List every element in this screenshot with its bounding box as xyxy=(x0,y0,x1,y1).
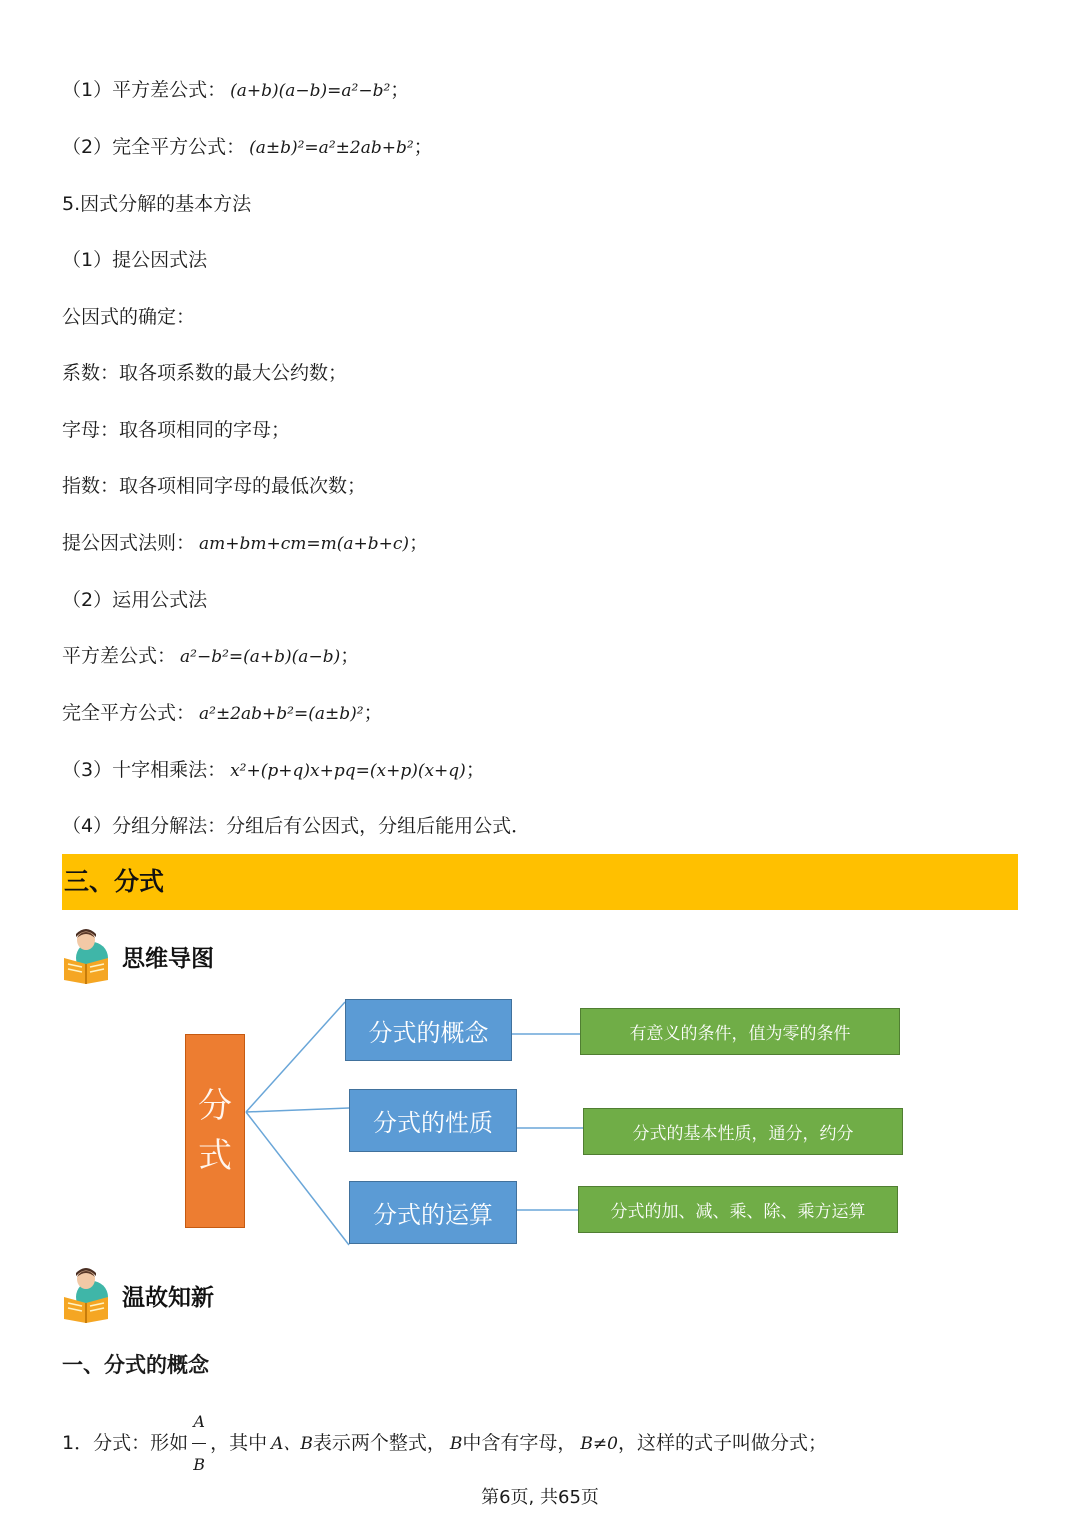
method-formula: （2）运用公式法 xyxy=(62,589,208,611)
mindmap-root xyxy=(185,1034,245,1228)
common-factor-rule xyxy=(62,529,428,558)
section-banner xyxy=(62,854,1018,910)
fraction-bar xyxy=(192,1443,206,1444)
banner-title: 三、分式 xyxy=(64,867,165,896)
line-text: 完全平方公式： xyxy=(62,702,196,724)
leaf-property: 分式的基本性质，通分，约分 xyxy=(583,1108,903,1155)
line-end: ； xyxy=(413,136,433,158)
section-title: 一、分式的概念 xyxy=(62,1353,209,1377)
heading-factorization-methods: 5.因式分解的基本方法 xyxy=(62,193,252,215)
frac-numerator: A xyxy=(193,1412,205,1431)
fraction-a-over-b xyxy=(192,1402,206,1485)
formula-difference-of-squares xyxy=(62,76,409,105)
math-expression: am+bm+cm=m(a+b+c) xyxy=(199,534,410,554)
line-end: ； xyxy=(409,532,429,554)
math-expression: a²±2ab+b²=(a±b)² xyxy=(199,704,364,724)
def-rest3: ，这样的式子叫做分式； xyxy=(617,1432,827,1454)
review-heading xyxy=(62,1267,214,1323)
line-end: ； xyxy=(465,759,485,781)
line-end: ； xyxy=(340,645,360,667)
mindmap-heading-label: 思维导图 xyxy=(122,945,214,972)
method-grouping: （4）分组分解法：分组后有公因式，分组后能用公式． xyxy=(62,815,531,837)
def-prefix: 1．分式：形如 xyxy=(62,1432,189,1454)
student-reading-icon xyxy=(62,1267,110,1323)
line-text: 提公因式法则： xyxy=(62,532,196,554)
leaf-operation: 分式的加、减、乘、除、乘方运算 xyxy=(578,1186,898,1233)
method-cross-multiplication xyxy=(62,756,485,785)
math-expression: (a±b)²=a²±2ab+b² xyxy=(249,138,414,158)
root-char-1: 分 xyxy=(198,1086,232,1126)
mindmap-diagram xyxy=(0,990,1080,1250)
line-end: ； xyxy=(390,79,410,101)
line-text: （2）完全平方公式： xyxy=(62,136,246,158)
math-expression: x²+(p+q)x+pq=(x+p)(x+q) xyxy=(230,761,466,781)
method-common-factor: （1）提公因式法 xyxy=(62,249,208,271)
line-text: （1）平方差公式： xyxy=(62,79,227,101)
branch-property: 分式的性质 xyxy=(349,1089,517,1152)
def-rest2: 中含有字母， xyxy=(462,1432,577,1454)
fraction-definition xyxy=(62,1402,827,1485)
mindmap-heading xyxy=(62,928,214,984)
review-heading-label: 温故知新 xyxy=(122,1284,214,1311)
line-text: 平方差公式： xyxy=(62,645,177,667)
def-condition: B≠0 xyxy=(580,1434,618,1454)
math-expression: (a+b)(a−b)=a²−b² xyxy=(230,81,391,101)
mindmap-connectors xyxy=(0,990,1080,1250)
leaf-concept: 有意义的条件，值为零的条件 xyxy=(580,1008,900,1055)
student-reading-icon xyxy=(62,928,110,984)
def-middle: ，其中 xyxy=(210,1432,268,1454)
common-factor-determination: 公因式的确定： xyxy=(62,306,196,328)
factor-perfect-square xyxy=(62,699,383,728)
line-text: （3）十字相乘法： xyxy=(62,759,227,781)
branch-concept: 分式的概念 xyxy=(345,999,512,1061)
page-footer: 第6页, 共65页 xyxy=(481,1487,599,1508)
def-rest1: 表示两个整式， xyxy=(312,1432,446,1454)
line-end: ； xyxy=(363,702,383,724)
frac-denominator: B xyxy=(193,1455,205,1474)
rule-exponents: 指数：取各项相同字母的最低次数； xyxy=(62,475,367,497)
rule-letters: 字母：取各项相同的字母； xyxy=(62,419,291,441)
def-var-b: B xyxy=(449,1434,463,1454)
rule-coefficient: 系数：取各项系数的最大公约数； xyxy=(62,362,348,384)
formula-perfect-square xyxy=(62,133,433,162)
factor-difference-of-squares xyxy=(62,642,359,671)
math-expression: a²−b²=(a+b)(a−b) xyxy=(180,647,341,667)
def-vars: A、B xyxy=(271,1434,313,1454)
branch-operation: 分式的运算 xyxy=(349,1181,517,1244)
root-char-2: 式 xyxy=(198,1136,232,1176)
